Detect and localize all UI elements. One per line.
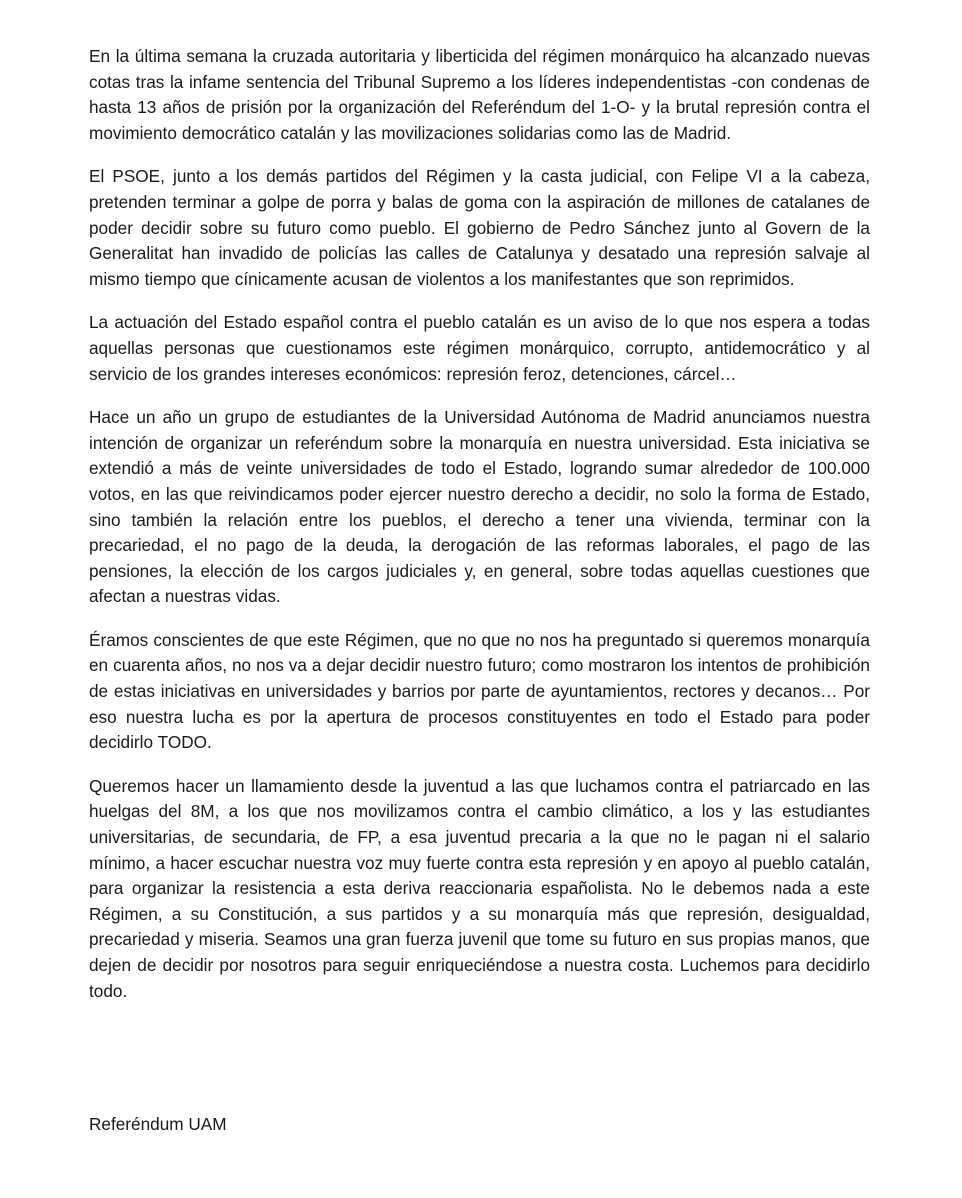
signature: Referéndum UAM: [89, 1114, 227, 1134]
paragraph-llamamiento: Queremos hacer un llamamiento desde la juventud a las que luchamos contra el patriarcado en las huelgas del 8M, a los que nos movilizamos contra el cambio climático, a los y las estudiantes universitarias, de secundaria, de FP, a esa juventud precaria a la que no le pagan ni el salario mínimo, a hacer escuchar nuestra voz muy fuerte contra esta represión y en apoyo al pueblo catalán, para organizar la resistencia a esta deriva reaccionaria españolista. No le debemos nada a este Régimen, a su Constitución, a sus partidos y a su monarquía más que represión, desigualdad, precariedad y miseria. Seamos una gran fuerza juvenil que tome su futuro en sus propias manos, que dejen de decidir por nosotros para seguir enriqueciéndose a nuestra costa. Luchemos para decidirlo todo.: [89, 775, 870, 1001]
paragraph-sentencia: En la última semana la cruzada autoritaria y liberticida del régimen monárquico ha alcanzado nuevas cotas tras la infame sentencia del Tribunal Supremo a los líderes independentistas -con condenas de hasta 13 años de prisión por la organización del Referéndum del 1-O- y la brutal represión contra el movimiento democrático catalán y las movilizaciones solidarias como las de Madrid.: [89, 46, 870, 143]
paragraph-estado: La actuación del Estado español contra el pueblo catalán es un aviso de lo que nos espera a todas aquellas personas que cuestionamos este régimen monárquico, corrupto, antidemocrático y al servicio de los grandes intereses económicos: represión feroz, detenciones, cárcel…: [89, 312, 870, 384]
document-body: [89, 44, 870, 1022]
paragraph-referendum: Hace un año un grupo de estudiantes de la Universidad Autónoma de Madrid anunciamos nuestra intención de organizar un referéndum sobre la monarquía en nuestra universidad. Esta iniciativa se extendió a más de veinte universidades de todo el Estado, logrando sumar alrededor de 100.000 votos, en las que reivindicamos poder ejercer nuestro derecho a decidir, no solo la forma de Estado, sino también la relación entre los pueblos, el derecho a tener una vivienda, terminar con la precariedad, el no pago de la deuda, la derogación de las reformas laborales, el pago de las pensiones, la elección de los cargos judiciales y, en general, sobre todas aquellas cuestiones que afectan a nuestras vidas.: [89, 407, 870, 607]
paragraph-psoe: El PSOE, junto a los demás partidos del Régimen y la casta judicial, con Felipe VI a la cabeza, pretenden terminar a golpe de porra y balas de goma con la aspiración de millones de catalanes de poder decidir sobre su futuro como pueblo. El gobierno de Pedro Sánchez junto al Govern de la Generalitat han invadido de policías las calles de Catalunya y desatado una represión salvaje al mismo tiempo que cínicamente acusan de violentos a los manifestantes que son reprimidos.: [89, 166, 870, 289]
paragraph-regimen: Éramos conscientes de que este Régimen, que no que no nos ha preguntado si queremos monarquía en cuarenta años, no nos va a dejar decidir nuestro futuro; como mostraron los intentos de prohibición de estas iniciativas en universidades y barrios por parte de ayuntamientos, rectores y decanos… Por eso nuestra lucha es por la apertura de procesos constituyentes en todo el Estado para poder decidirlo TODO.: [89, 629, 870, 753]
